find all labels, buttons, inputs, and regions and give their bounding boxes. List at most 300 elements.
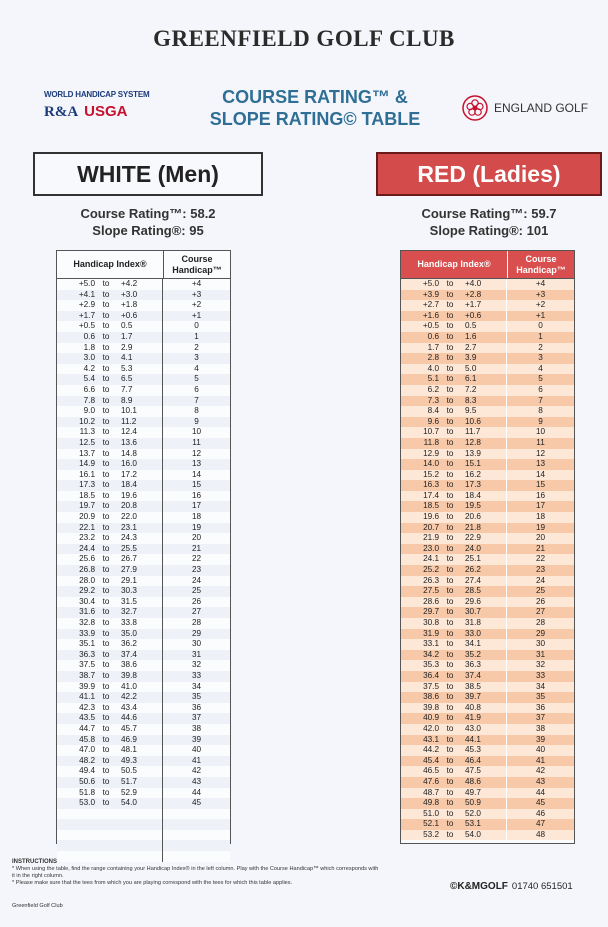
course-handicap: 11 — [192, 437, 201, 447]
index-upto: 52.0 — [459, 809, 507, 820]
table-row — [57, 682, 230, 693]
red-course-rating: Course Rating™: 59.7 — [421, 206, 557, 221]
table-row — [401, 438, 574, 449]
index-upto: 36.3 — [459, 660, 507, 671]
course-handicap: 9 — [194, 416, 199, 426]
table-row — [57, 438, 230, 449]
index-upto: 17.2 — [115, 470, 163, 481]
index-from: 19.6 — [423, 512, 439, 522]
table-row — [57, 501, 230, 512]
index-upto: 39.8 — [115, 671, 163, 682]
index-upto: 39.7 — [459, 692, 507, 703]
title-line-2: SLOPE RATING© TABLE — [209, 109, 421, 129]
course-handicap: 4 — [194, 363, 199, 373]
table-row — [401, 639, 574, 650]
index-from: 33.9 — [79, 628, 95, 638]
index-to-word: to — [446, 480, 454, 490]
index-upto: 22.9 — [459, 533, 507, 544]
index-from: +0.5 — [78, 321, 95, 331]
index-from: +0.5 — [422, 321, 439, 331]
index-upto: +1.7 — [459, 300, 507, 311]
index-from: +5.0 — [78, 279, 95, 288]
course-handicap: 32 — [535, 660, 546, 670]
index-upto: 20.8 — [115, 501, 163, 512]
index-upto: 27.9 — [115, 565, 163, 576]
table-row — [401, 809, 574, 820]
index-from: 25.2 — [423, 565, 439, 575]
index-to-word: to — [446, 522, 454, 532]
table-row — [57, 830, 230, 841]
course-handicap: 42 — [535, 766, 546, 776]
table-row — [401, 607, 574, 618]
table-row — [401, 385, 574, 396]
index-upto: 5.3 — [115, 364, 163, 375]
index-upto: 54.0 — [459, 830, 507, 841]
course-handicap: 5 — [194, 374, 199, 384]
index-to-word: to — [446, 639, 454, 649]
course-handicap: 26 — [191, 596, 202, 606]
table-row — [401, 417, 574, 428]
index-to-word: to — [446, 289, 454, 299]
index-to-word: to — [102, 533, 110, 543]
table-row — [401, 491, 574, 502]
index-upto: 44.6 — [115, 713, 163, 724]
table-row — [401, 321, 574, 332]
course-handicap: 29 — [191, 628, 202, 638]
table-row — [401, 343, 574, 354]
index-to-word: to — [446, 713, 454, 723]
index-from: 5.1 — [427, 374, 439, 384]
table-row — [401, 682, 574, 693]
index-from: 37.5 — [79, 660, 95, 670]
table-row — [401, 788, 574, 799]
course-handicap: 16 — [535, 490, 546, 500]
table-row — [57, 449, 230, 460]
table-row — [401, 629, 574, 640]
course-handicap: 18 — [191, 512, 202, 522]
index-to-word: to — [446, 427, 454, 437]
course-handicap-header: Course Handicap™ — [172, 253, 222, 275]
table-row — [57, 766, 230, 777]
table-row — [401, 523, 574, 534]
index-to-word: to — [102, 480, 110, 490]
course-handicap: +2 — [191, 300, 202, 310]
index-to-word: to — [446, 745, 454, 755]
table-row — [401, 565, 574, 576]
table-row — [57, 300, 230, 311]
index-to-word: to — [102, 596, 110, 606]
index-from: 14.9 — [79, 459, 95, 469]
table-row — [57, 279, 230, 290]
index-to-word: to — [446, 406, 454, 416]
course-handicap: 27 — [191, 607, 202, 617]
table-row — [401, 544, 574, 555]
index-to-word: to — [446, 363, 454, 373]
index-upto: 48.6 — [459, 777, 507, 788]
table-row — [401, 480, 574, 491]
course-handicap — [163, 809, 230, 820]
table-row — [57, 385, 230, 396]
instructions — [12, 859, 382, 887]
index-upto: 7.7 — [115, 385, 163, 396]
index-from: 35.1 — [79, 639, 95, 649]
index-from: 38.6 — [423, 692, 439, 702]
index-from: 26.8 — [79, 565, 95, 575]
index-to-word: to — [446, 755, 454, 765]
index-from: 18.5 — [79, 490, 95, 500]
red-ratings — [376, 205, 602, 239]
table-header — [401, 251, 574, 279]
index-upto: 12.4 — [115, 427, 163, 438]
table-row — [57, 798, 230, 809]
index-upto: 54.0 — [115, 798, 163, 809]
index-to-word: to — [446, 565, 454, 575]
table-row — [57, 290, 230, 301]
title-line-1: COURSE RATING™ & — [222, 87, 408, 107]
table-row — [57, 512, 230, 523]
index-upto: 23.1 — [115, 523, 163, 534]
index-upto: 26.7 — [115, 554, 163, 565]
course-handicap: 12 — [535, 448, 546, 458]
index-to-word: to — [102, 639, 110, 649]
course-handicap: 31 — [535, 649, 546, 659]
index-upto: 21.8 — [459, 523, 507, 534]
table-row — [401, 459, 574, 470]
index-upto: 11.7 — [459, 427, 507, 438]
index-from: 40.9 — [423, 713, 439, 723]
index-from: 27.5 — [423, 586, 439, 596]
index-upto: 24.0 — [459, 544, 507, 555]
index-to-word: to — [446, 776, 454, 786]
index-from: 10.7 — [423, 427, 439, 437]
index-from: 44.2 — [423, 745, 439, 755]
table-row — [401, 692, 574, 703]
course-handicap: 44 — [535, 787, 546, 797]
course-handicap: 1 — [194, 331, 199, 341]
index-upto: 27.4 — [459, 576, 507, 587]
course-handicap: 43 — [191, 776, 202, 786]
course-handicap — [163, 840, 230, 851]
index-to-word: to — [446, 596, 454, 606]
index-from: 5.4 — [83, 374, 95, 384]
table-row — [57, 819, 230, 830]
index-upto: 17.3 — [459, 480, 507, 491]
table-row — [57, 607, 230, 618]
course-handicap: 25 — [191, 586, 202, 596]
table-row — [401, 364, 574, 375]
table-row — [57, 565, 230, 576]
index-to-word: to — [446, 416, 454, 426]
table-row — [401, 830, 574, 841]
index-from: 39.9 — [79, 681, 95, 691]
index-to-word: to — [102, 798, 110, 808]
course-handicap: 13 — [191, 459, 202, 469]
index-to-word: to — [446, 649, 454, 659]
index-upto: 41.0 — [115, 682, 163, 693]
index-upto: 2.9 — [115, 343, 163, 354]
index-from: 35.3 — [423, 660, 439, 670]
index-to-word — [97, 830, 115, 841]
index-upto: 18.4 — [459, 491, 507, 502]
table-body — [57, 279, 230, 862]
index-from: 42.0 — [423, 723, 439, 733]
course-handicap: 19 — [191, 522, 202, 532]
index-upto: 43.4 — [115, 703, 163, 714]
index-upto: +0.6 — [459, 311, 507, 322]
white-tee-label: WHITE (Men) — [33, 152, 263, 196]
course-handicap: 32 — [191, 660, 202, 670]
index-to-word: to — [446, 321, 454, 331]
index-from: 24.4 — [79, 543, 95, 553]
table-row — [401, 427, 574, 438]
page-title — [190, 86, 440, 130]
table-row — [401, 279, 574, 290]
instructions-title: INSTRUCTIONS — [12, 859, 57, 865]
index-from: 25.6 — [79, 554, 95, 564]
index-to-word: to — [102, 575, 110, 585]
index-upto: 2.7 — [459, 343, 507, 354]
index-from: 28.6 — [423, 596, 439, 606]
index-from: 4.2 — [83, 363, 95, 373]
index-to-word: to — [102, 713, 110, 723]
index-upto: 1.6 — [459, 332, 507, 343]
course-handicap: 18 — [535, 512, 546, 522]
course-handicap: 28 — [191, 618, 202, 627]
index-upto: 40.8 — [459, 703, 507, 714]
index-to-word: to — [102, 670, 110, 680]
index-upto: 50.5 — [115, 766, 163, 777]
index-from: 9.0 — [83, 406, 95, 416]
course-handicap: 39 — [191, 734, 202, 744]
index-to-word: to — [446, 512, 454, 522]
index-to-word: to — [446, 490, 454, 500]
index-from: 51.8 — [79, 787, 95, 797]
course-handicap: 24 — [191, 575, 202, 585]
index-from: +2.7 — [422, 300, 439, 310]
table-row — [401, 660, 574, 671]
index-to-word: to — [446, 787, 454, 797]
table-row — [57, 491, 230, 502]
index-from: 4.0 — [427, 363, 439, 373]
index-to-word: to — [446, 586, 454, 596]
index-to-word: to — [102, 766, 110, 776]
index-from — [57, 830, 97, 841]
index-upto: 13.9 — [459, 449, 507, 460]
table-row — [57, 321, 230, 332]
index-from: 16.1 — [79, 469, 95, 479]
index-upto: 41.9 — [459, 713, 507, 724]
course-handicap: +3 — [535, 289, 546, 299]
index-to-word: to — [102, 565, 110, 575]
course-handicap: 35 — [191, 692, 202, 702]
index-to-word: to — [446, 533, 454, 543]
course-handicap: 12 — [191, 448, 202, 458]
course-handicap: 24 — [535, 575, 546, 585]
table-row — [57, 809, 230, 820]
table-row — [57, 713, 230, 724]
course-handicap — [163, 830, 230, 841]
index-from: 47.0 — [79, 745, 95, 755]
index-to-word: to — [446, 395, 454, 405]
course-handicap: 17 — [535, 501, 546, 511]
table-row — [57, 470, 230, 481]
index-from: 30.8 — [423, 618, 439, 627]
index-from: 46.5 — [423, 766, 439, 776]
table-row — [57, 777, 230, 788]
index-upto: 52.9 — [115, 788, 163, 799]
index-upto: 4.1 — [115, 353, 163, 364]
footer-club-name: Greenfield Golf Club — [12, 903, 63, 909]
course-handicap: 39 — [535, 734, 546, 744]
course-handicap: 17 — [191, 501, 202, 511]
course-handicap: 21 — [191, 543, 202, 553]
index-upto: 19.5 — [459, 501, 507, 512]
index-from: 1.7 — [427, 342, 439, 352]
index-from: 38.7 — [79, 670, 95, 680]
index-from: 12.9 — [423, 448, 439, 458]
course-handicap: 16 — [191, 490, 202, 500]
table-header — [57, 251, 230, 279]
course-handicap: 15 — [191, 480, 202, 490]
index-from: 19.7 — [79, 501, 95, 511]
table-row — [57, 343, 230, 354]
index-from: 23.0 — [423, 543, 439, 553]
instruction-item: * When using the table, find the range containing your Handicap Index® in the left column. Play with the Course Handicap™ which corresponds with it in the right column. — [12, 866, 379, 879]
table-row — [401, 703, 574, 714]
ra-logo: R&A — [44, 104, 79, 120]
index-to-word: to — [446, 437, 454, 447]
table-row — [401, 396, 574, 407]
index-upto: 22.0 — [115, 512, 163, 523]
table-row — [401, 512, 574, 523]
index-from: +4.1 — [78, 289, 95, 299]
index-to-word: to — [446, 342, 454, 352]
index-upto: 24.3 — [115, 533, 163, 544]
index-from: 7.8 — [83, 395, 95, 405]
index-from: 29.2 — [79, 586, 95, 596]
index-to-word: to — [446, 819, 454, 829]
course-handicap: 11 — [536, 437, 545, 447]
index-to-word: to — [446, 829, 454, 839]
white-slope-rating: Slope Rating®: 95 — [92, 223, 204, 238]
index-to-word: to — [102, 342, 110, 352]
index-to-word: to — [102, 374, 110, 384]
index-upto: 47.5 — [459, 766, 507, 777]
table-row — [401, 290, 574, 301]
table-row — [401, 671, 574, 682]
course-handicap: 45 — [191, 798, 202, 808]
course-handicap: 38 — [191, 723, 202, 733]
course-handicap: 37 — [191, 713, 202, 723]
index-to-word: to — [102, 448, 110, 458]
index-to-word: to — [446, 501, 454, 511]
index-upto: 49.7 — [459, 788, 507, 799]
index-upto: 7.2 — [459, 385, 507, 396]
course-handicap: 8 — [194, 406, 199, 416]
index-from — [57, 840, 97, 851]
index-to-word: to — [446, 798, 454, 808]
index-upto: 53.1 — [459, 819, 507, 830]
course-handicap: 20 — [535, 533, 546, 543]
index-from: 7.3 — [427, 395, 439, 405]
table-row — [401, 735, 574, 746]
table-row — [401, 745, 574, 756]
table-row — [57, 586, 230, 597]
index-to-word: to — [102, 437, 110, 447]
index-to-word: to — [102, 490, 110, 500]
index-upto: 28.5 — [459, 586, 507, 597]
index-upto: 12.8 — [459, 438, 507, 449]
index-upto: 35.0 — [115, 629, 163, 640]
index-upto: 0.5 — [459, 321, 507, 332]
course-handicap: 6 — [538, 384, 543, 394]
index-to-word: to — [446, 543, 454, 553]
index-to-word: to — [102, 723, 110, 733]
index-upto: 38.6 — [115, 660, 163, 671]
white-handicap-table — [56, 250, 231, 844]
index-to-word: to — [102, 734, 110, 744]
usga-logo: USGA — [84, 103, 128, 120]
index-upto: 29.1 — [115, 576, 163, 587]
course-handicap: 23 — [535, 565, 546, 575]
index-to-word: to — [102, 776, 110, 786]
course-handicap: 7 — [194, 395, 199, 405]
course-handicap: 35 — [535, 692, 546, 702]
index-from: 11.8 — [423, 437, 439, 447]
course-handicap: 6 — [194, 384, 199, 394]
index-from: 51.0 — [423, 808, 439, 818]
course-handicap: 41 — [191, 755, 202, 765]
table-row — [401, 798, 574, 809]
index-from: 45.8 — [79, 734, 95, 744]
rose-icon — [462, 95, 488, 121]
index-from: 52.1 — [423, 819, 439, 829]
course-handicap: 3 — [538, 353, 543, 363]
course-handicap: 5 — [538, 374, 543, 384]
course-handicap: 38 — [535, 723, 546, 733]
index-to-word: to — [102, 406, 110, 416]
course-handicap: 42 — [191, 766, 202, 776]
table-row — [401, 533, 574, 544]
index-to-word — [97, 809, 115, 820]
index-from: 0.6 — [427, 331, 439, 341]
index-to-word: to — [102, 618, 110, 627]
index-from: 1.8 — [83, 342, 95, 352]
course-handicap: 2 — [538, 342, 543, 352]
course-handicap: 13 — [535, 459, 546, 469]
index-to-word: to — [102, 660, 110, 670]
course-handicap: 46 — [535, 808, 546, 818]
course-handicap: 30 — [191, 639, 202, 649]
whs-logo-text: WORLD HANDICAP SYSTEM — [44, 90, 150, 99]
index-from: 50.6 — [79, 776, 95, 786]
index-to-word: to — [102, 331, 110, 341]
index-upto: 1.7 — [115, 332, 163, 343]
index-to-word: to — [446, 808, 454, 818]
index-to-word: to — [446, 618, 454, 627]
index-from — [57, 819, 97, 830]
white-course-rating: Course Rating™: 58.2 — [80, 206, 216, 221]
km-golf-text: ©K&MGOLF — [450, 881, 508, 892]
index-to-word: to — [102, 384, 110, 394]
table-row — [57, 639, 230, 650]
index-to-word: to — [446, 575, 454, 585]
index-from: +3.9 — [422, 289, 439, 299]
index-to-word: to — [446, 384, 454, 394]
table-row — [401, 586, 574, 597]
index-to-word: to — [102, 649, 110, 659]
index-from: 53.2 — [423, 829, 439, 839]
